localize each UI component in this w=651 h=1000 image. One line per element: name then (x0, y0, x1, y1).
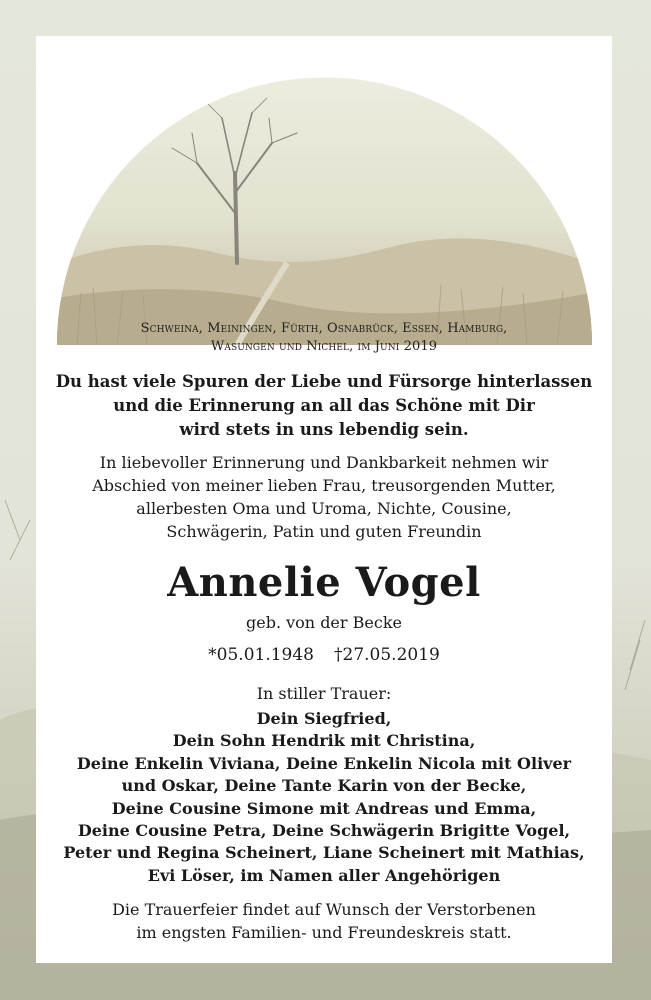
mourner-line: Peter und Regina Scheinert, Liane Scheinert mit Mathias, (63, 843, 585, 863)
intro-line: In liebevoller Erinnerung und Dankbarkeit nehmen wir (99, 453, 549, 472)
memorial-quote (36, 370, 612, 442)
deceased-name: Annelie Vogel (167, 559, 481, 606)
places-and-date (36, 320, 612, 356)
mourner-line: und Oskar, Deine Tante Karin von der Becke, (121, 776, 527, 796)
places-line: Wasungen und Nichel, im Juni 2019 (210, 339, 438, 354)
intro-line: Schwägerin, Patin und guten Freundin (166, 522, 482, 541)
closing-line: Die Trauerfeier findet auf Wunsch der Verstorbenen (112, 900, 536, 919)
places-line: Schweina, Meiningen, Fürth, Osnabrück, Essen, Hamburg, (140, 321, 508, 336)
death-date: †27.05.2019 (334, 645, 440, 665)
quote-line: wird stets in uns lebendig sein. (179, 420, 469, 439)
quote-line: und die Erinnerung an all das Schöne mit Dir (113, 396, 535, 415)
quote-line: Du hast viele Spuren der Liebe und Fürsorge hinterlassen (55, 372, 593, 391)
mourner-line: Dein Sohn Hendrik mit Christina, (172, 731, 476, 751)
mourner-line: Deine Cousine Simone mit Andreas und Emma, (111, 798, 537, 818)
intro-line: Abschied von meiner lieben Frau, treusorgenden Mutter, (92, 476, 556, 495)
mourner-line: Evi Löser, im Namen aller Angehörigen (147, 865, 501, 885)
birth-date: *05.01.1948 (208, 645, 314, 665)
obituary-card (36, 36, 612, 963)
farewell-intro (36, 451, 612, 543)
mourner-line: Deine Cousine Petra, Deine Schwägerin Brigitte Vogel, (77, 821, 571, 841)
memorial-photo (57, 63, 592, 345)
mourning-label: In stiller Trauer: (256, 684, 392, 703)
birth-name: geb. von der Becke (246, 613, 402, 632)
mourners-list (36, 708, 612, 887)
mourner-line: Deine Enkelin Viviana, Deine Enkelin Nicola mit Oliver (76, 753, 572, 773)
closing-line: im engsten Familien- und Freundeskreis statt. (136, 923, 512, 942)
funeral-note (36, 898, 612, 944)
mourner-line: Dein Siegfried, (256, 709, 392, 728)
life-dates (36, 643, 612, 667)
intro-line: allerbesten Oma und Uroma, Nichte, Cousine, (136, 499, 512, 518)
